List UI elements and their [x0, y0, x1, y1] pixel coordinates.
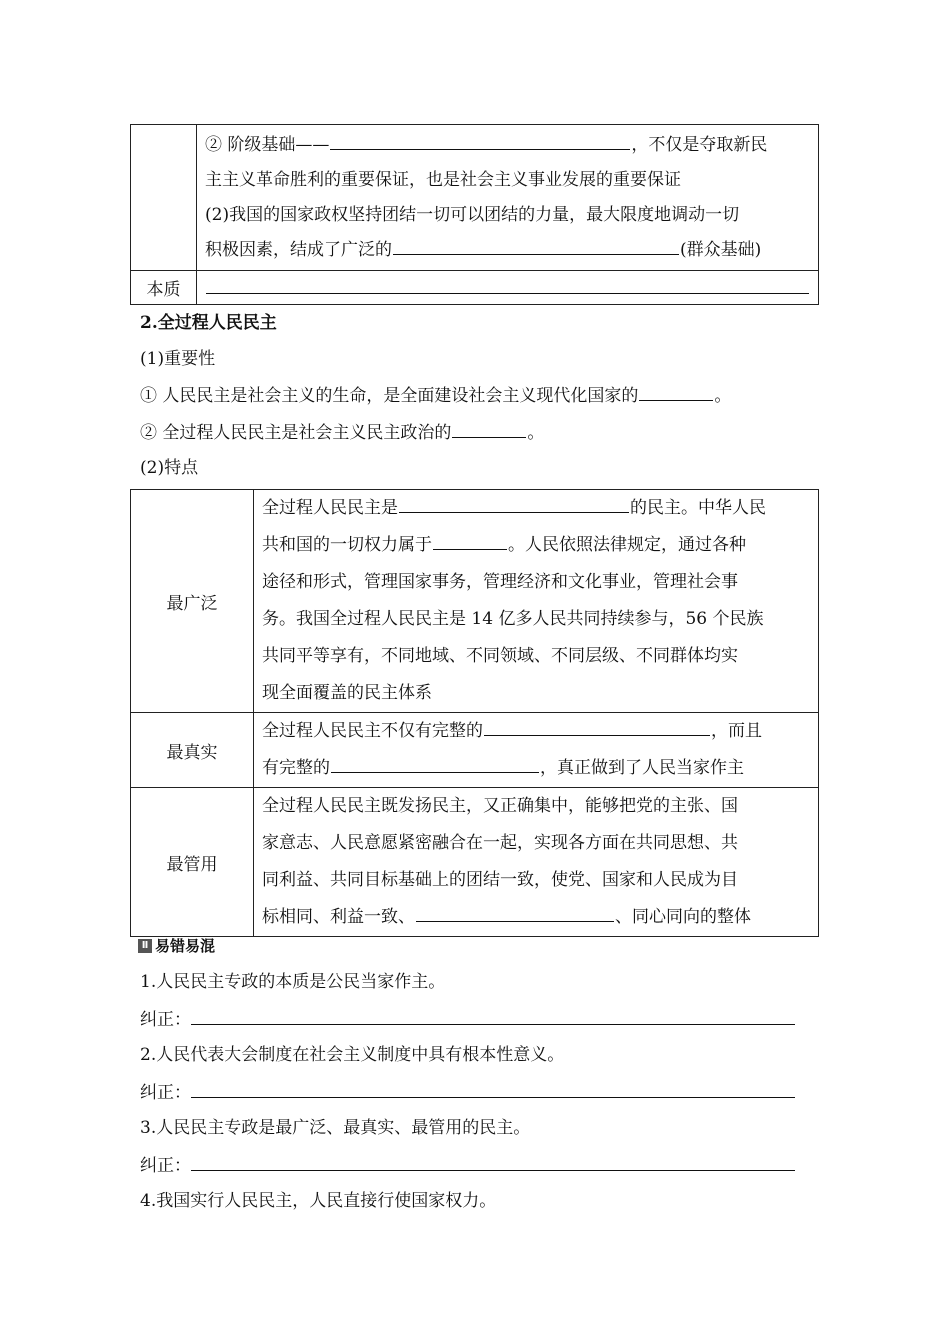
fix-blank-1[interactable]	[191, 1006, 795, 1025]
feature-label-broadest: 最广泛	[131, 490, 254, 713]
fix-label-1: 纠正：	[140, 1010, 191, 1030]
importance-item-1-blank[interactable]	[639, 382, 713, 401]
features-heading: (2)特点	[140, 458, 199, 478]
error-item-3: 3.人民民主专政是最广泛、最真实、最管用的民主。	[140, 1118, 531, 1138]
essence-blank[interactable]	[206, 276, 809, 295]
error-item-4: 4.我国实行人民民主，人民直接行使国家权力。	[140, 1191, 497, 1211]
feature-label-truest: 最真实	[131, 713, 254, 788]
importance-item-1	[140, 382, 731, 409]
broadest-l1-post: 的民主。中华人民	[630, 498, 766, 518]
truest-blank-2[interactable]	[331, 754, 539, 773]
class-basis-text: ② 阶级基础——	[205, 134, 330, 155]
essence-label: 本质	[131, 271, 197, 305]
broadest-l5: 共同平等享有，不同地域、不同领域、不同层级、不同群体均实	[262, 646, 738, 666]
mass-basis-blank[interactable]	[393, 236, 679, 255]
truest-blank-1[interactable]	[484, 717, 710, 736]
truest-l1-text: 全过程人民民主不仅有完整的	[262, 721, 483, 741]
fix-line-1	[140, 1006, 795, 1033]
broadest-blank-2[interactable]	[433, 531, 507, 550]
class-basis-text-post: ，不仅是夺取新民	[631, 134, 768, 155]
truest-l1-post: ，而且	[711, 721, 762, 741]
broadest-l4: 务。我国全过程人民民主是 14 亿多人民共同持续参与，56 个民族	[262, 609, 764, 629]
errors-heading-text: 易错易混	[155, 937, 216, 955]
fix-blank-2[interactable]	[191, 1079, 795, 1098]
broadest-l2-text: 共和国的一切权力属于	[262, 535, 432, 555]
fix-label-3: 纠正：	[140, 1156, 191, 1176]
errors-heading	[138, 930, 215, 959]
fix-blank-3[interactable]	[191, 1152, 795, 1171]
mass-basis-text: 积极因素，结成了广泛的	[205, 239, 392, 260]
importance-item-2-end: 。	[527, 422, 545, 443]
importance-item-1-end: 。	[714, 385, 732, 406]
broadest-l3: 途径和形式，管理国家事务，管理经济和文化事业，管理社会事	[262, 572, 738, 592]
importance-item-2-text: ② 全过程人民民主是社会主义民主政治的	[140, 422, 452, 443]
feature-content-truest	[254, 713, 819, 788]
useful-l4-text: 标相同、利益一致、	[262, 907, 415, 927]
feature-content-broadest	[254, 490, 819, 713]
class-basis-line2: 主主义革命胜利的重要保证，也是社会主义事业发展的重要保证	[205, 169, 681, 190]
feature-label-most-useful: 最管用	[131, 788, 254, 937]
essence-answer-cell	[197, 271, 819, 305]
table1-content-cell	[197, 125, 819, 271]
error-item-2: 2.人民代表大会制度在社会主义制度中具有根本性意义。	[140, 1045, 565, 1065]
useful-blank[interactable]	[416, 903, 614, 922]
useful-l1: 全过程人民民主既发扬民主，又正确集中，能够把党的主张、国	[262, 796, 738, 816]
mass-basis-line1: (2)我国的国家政权坚持团结一切可以团结的力量，最大限度地调动一切	[205, 204, 740, 225]
error-item-1: 1.人民民主专政的本质是公民当家作主。	[140, 972, 446, 992]
useful-l4-post: 、同心同向的整体	[615, 907, 751, 927]
broadest-l1-text: 全过程人民民主是	[262, 498, 398, 518]
importance-item-2-blank[interactable]	[452, 419, 526, 438]
truest-l2-text: 有完整的	[262, 758, 330, 778]
useful-l2: 家意志、人民意愿紧密融合在一起，实现各方面在共同思想、共	[262, 833, 738, 853]
table-class-basis	[130, 124, 819, 305]
section2-title: 2.全过程人民民主	[140, 313, 277, 333]
broadest-l6: 现全面覆盖的民主体系	[262, 683, 432, 703]
importance-item-1-text: ① 人民民主是社会主义的生命，是全面建设社会主义现代化国家的	[140, 385, 639, 406]
importance-item-2	[140, 419, 544, 446]
table-features	[130, 489, 819, 937]
roman-two-icon: Ⅱ	[138, 939, 152, 953]
table1-label-cell-empty	[131, 125, 197, 271]
importance-heading: (1)重要性	[140, 349, 216, 369]
truest-l2-post: ，真正做到了人民当家作主	[540, 758, 744, 778]
fix-line-2	[140, 1079, 795, 1106]
broadest-l2-post: 。人民依照法律规定，通过各种	[508, 535, 746, 555]
feature-content-most-useful	[254, 788, 819, 937]
class-basis-blank[interactable]	[330, 131, 630, 150]
useful-l3: 同利益、共同目标基础上的团结一致，使党、国家和人民成为目	[262, 870, 738, 890]
errors-tag	[138, 933, 215, 959]
broadest-blank-1[interactable]	[399, 494, 629, 513]
fix-label-2: 纠正：	[140, 1083, 191, 1103]
mass-basis-note: (群众基础)	[680, 239, 762, 260]
fix-line-3	[140, 1152, 795, 1179]
